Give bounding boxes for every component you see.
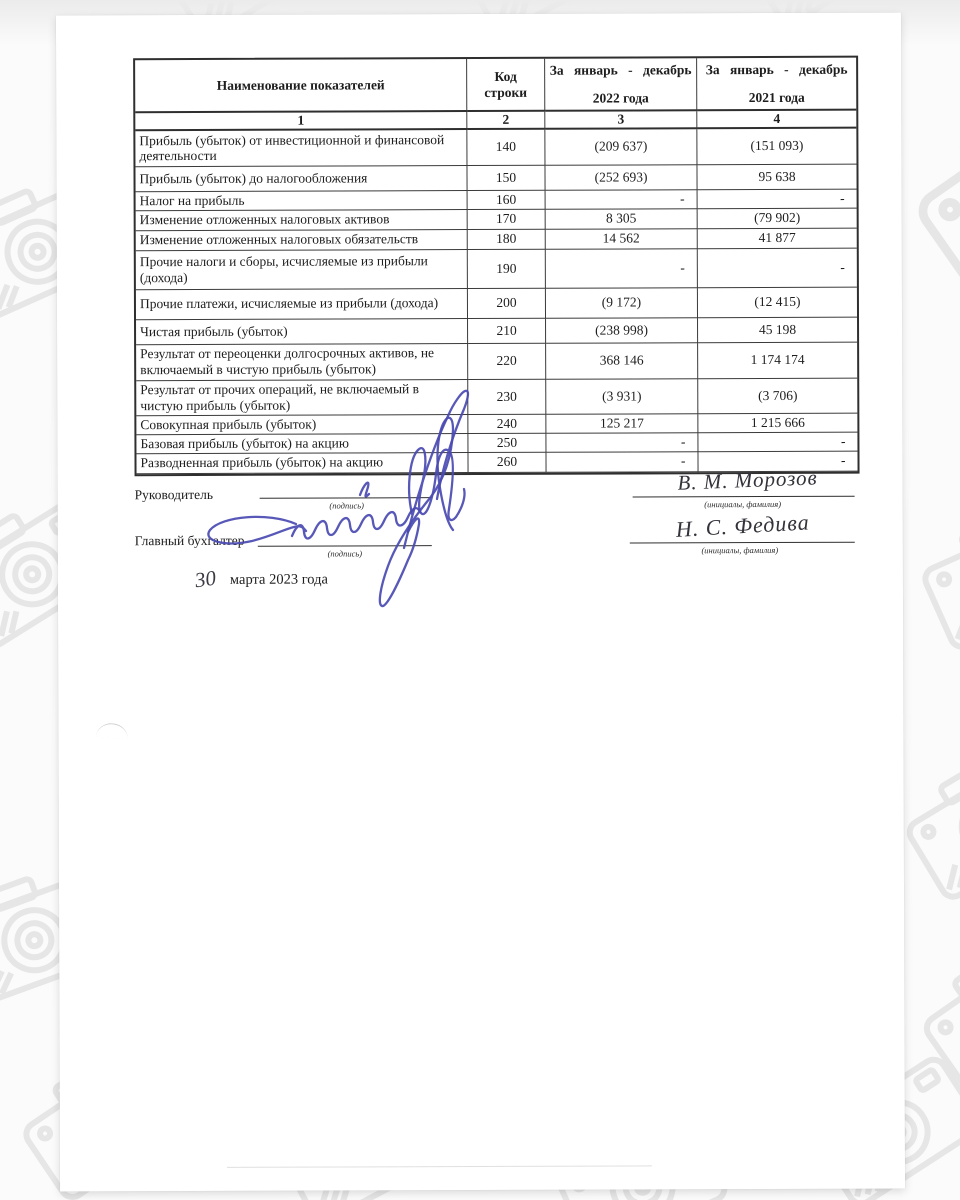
column-number-3: 3	[545, 111, 697, 129]
row-label-cell: Результат от прочих операций, не включаемый в чистую прибыль (убыток)	[136, 380, 468, 416]
row-code-cell: 260	[468, 453, 546, 473]
row-label-cell: Прочие платежи, исчисляемые из прибыли (дохода)	[136, 289, 468, 320]
row-code-cell: 150	[467, 166, 545, 191]
row-label-cell: Прочие налоги и сборы, исчисляемые из прибыли (дохода)	[136, 250, 468, 290]
row-label-cell: Прибыль (убыток) от инвестиционной и финансовой деятельности	[135, 130, 467, 167]
table-row	[136, 209, 857, 232]
accountant-label: Главный бухгалтер	[134, 532, 245, 549]
row-value-2021-cell: (3 706)	[698, 379, 857, 415]
header-period-2021: За январь - декабрь 2021 года	[697, 58, 856, 112]
row-value-2022-cell: -	[546, 249, 698, 289]
row-label-cell: Изменение отложенных налоговых активов	[136, 210, 468, 231]
header-period-2022: За январь - декабрь 2022 года	[545, 58, 697, 112]
row-value-2022-cell: -	[546, 190, 698, 209]
row-label-cell: Изменение отложенных налоговых обязательств	[136, 230, 468, 251]
row-label-cell: Базовая прибыль (убыток) на акцию	[136, 434, 468, 454]
director-initials-caption: (инициалы, фамилия)	[704, 498, 782, 510]
scan-artifact-arc	[96, 722, 129, 740]
row-code-cell: 210	[468, 319, 546, 344]
row-code-cell: 220	[468, 344, 546, 380]
row-value-2021-cell: 45 198	[698, 318, 857, 344]
director-signature-caption: (подпись)	[329, 500, 364, 511]
row-code-cell: 170	[468, 210, 546, 230]
table-row	[136, 343, 857, 382]
row-code-cell: 160	[468, 191, 546, 210]
column-number-4: 4	[697, 111, 856, 129]
table-body	[135, 129, 857, 474]
row-value-2021-cell: (79 902)	[698, 209, 857, 230]
row-value-2022-cell: 14 562	[546, 229, 698, 250]
accountant-name-handwritten: Н. С. Федива	[675, 509, 811, 542]
table-row	[136, 229, 857, 252]
table-row	[136, 318, 857, 346]
income-statement-table	[133, 56, 859, 476]
row-code-cell: 190	[468, 250, 546, 289]
table-header-row	[135, 58, 856, 114]
row-value-2021-cell: (12 415)	[698, 288, 857, 319]
table-row	[136, 190, 857, 211]
row-code-cell: 140	[467, 130, 545, 166]
row-code-cell: 250	[468, 434, 546, 453]
table-row	[136, 414, 857, 436]
table-row	[136, 249, 857, 291]
row-value-2021-cell: -	[698, 190, 857, 209]
row-value-2021-cell: -	[698, 249, 857, 289]
row-value-2022-cell: 125 217	[546, 414, 698, 434]
director-name-handwritten: В. М. Морозов	[677, 465, 819, 495]
row-value-2021-cell: -	[698, 451, 857, 472]
row-code-cell: 180	[468, 230, 546, 250]
director-signature-line	[260, 497, 432, 499]
row-code-cell: 230	[468, 380, 546, 415]
row-value-2022-cell: (3 931)	[546, 379, 698, 415]
row-value-2022-cell: -	[546, 433, 698, 452]
row-label-cell: Результат от переоценки долгосрочных активов, не включаемый в чистую прибыль (убыток)	[136, 344, 468, 381]
scan-artifact-line	[227, 1165, 652, 1167]
director-name-line	[633, 496, 855, 498]
row-value-2021-cell: 95 638	[697, 165, 856, 191]
row-value-2021-cell: (151 093)	[697, 129, 856, 166]
row-value-2021-cell: 1 215 666	[698, 414, 857, 434]
row-label-cell: Разводненная прибыль (убыток) на акцию	[136, 453, 468, 474]
header-line-code: Код строки	[467, 59, 545, 112]
row-value-2022-cell: -	[546, 452, 698, 473]
table-row	[136, 288, 857, 321]
row-value-2022-cell: (238 998)	[546, 318, 698, 344]
accountant-name-line	[630, 542, 855, 544]
table-row	[136, 433, 857, 454]
row-value-2022-cell: 368 146	[546, 343, 698, 380]
table-row	[136, 379, 857, 417]
accountant-signature-line	[258, 545, 432, 547]
row-label-cell: Совокупная прибыль (убыток)	[136, 415, 468, 435]
row-value-2021-cell: 1 174 174	[698, 343, 857, 380]
row-value-2021-cell: 41 877	[698, 229, 857, 250]
column-number-2: 2	[467, 112, 545, 130]
date-text: марта 2023 года	[229, 571, 328, 588]
scanned-page	[56, 13, 905, 1192]
column-number-1: 1	[135, 112, 467, 131]
row-code-cell: 240	[468, 415, 546, 434]
row-value-2022-cell: (209 637)	[545, 129, 697, 166]
director-label: Руководитель	[134, 486, 214, 503]
row-value-2022-cell: 8 305	[546, 209, 698, 230]
row-code-cell: 200	[468, 289, 546, 319]
row-value-2022-cell: (9 172)	[546, 288, 698, 319]
row-value-2022-cell: (252 693)	[545, 165, 697, 191]
date-day-handwritten: 30	[193, 565, 218, 593]
row-value-2021-cell: -	[698, 433, 857, 452]
row-label-cell: Прибыль (убыток) до налогообложения	[135, 166, 467, 192]
table-row	[135, 129, 856, 168]
accountant-signature-caption: (подпись)	[327, 548, 363, 559]
table-row	[135, 165, 856, 193]
accountant-initials-caption: (инициалы, фамилия)	[701, 544, 779, 556]
row-label-cell: Чистая прибыль (убыток)	[136, 319, 468, 345]
header-indicator-name: Наименование показателей	[135, 59, 467, 113]
row-label-cell: Налог на прибыль	[136, 191, 468, 211]
